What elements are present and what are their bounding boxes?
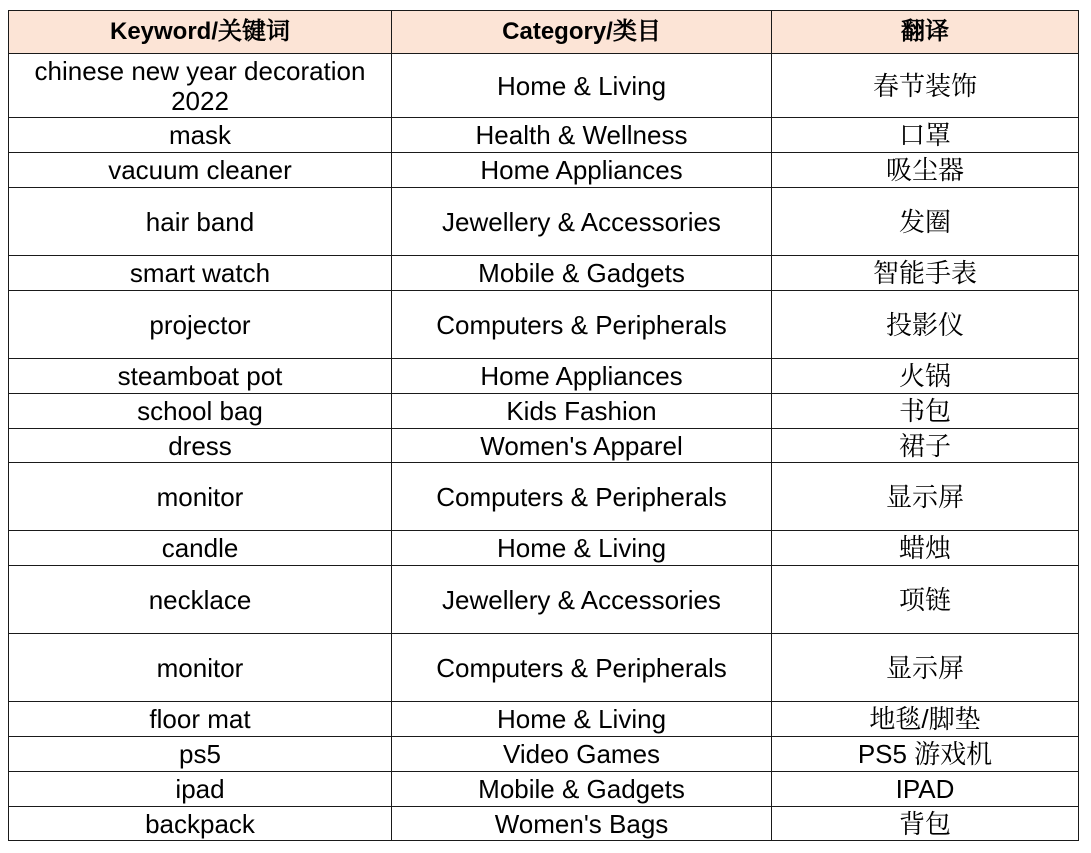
keyword-cell: chinese new year decoration 2022 [9,54,392,118]
table-row [9,118,1079,153]
category-cell: Home & Living [392,702,772,737]
table-header [9,11,1079,54]
keyword-cell: hair band [9,188,392,256]
table-row [9,807,1079,841]
translation-cell: 显示屏 [772,634,1079,702]
keyword-cell: floor mat [9,702,392,737]
keyword-cell: monitor [9,634,392,702]
keyword-table-container [8,10,1078,841]
category-cell: Women's Bags [392,807,772,841]
translation-cell: IPAD [772,772,1079,807]
category-cell: Home & Living [392,531,772,566]
table-row [9,531,1079,566]
table-row [9,702,1079,737]
keyword-cell: ps5 [9,737,392,772]
translation-cell: PS5 游戏机 [772,737,1079,772]
keyword-table [8,10,1079,841]
category-cell: Home & Living [392,54,772,118]
table-row [9,772,1079,807]
table-row [9,566,1079,634]
table-row [9,256,1079,291]
keyword-cell: candle [9,531,392,566]
translation-cell: 火锅 [772,359,1079,394]
category-cell: Women's Apparel [392,429,772,463]
translation-cell: 项链 [772,566,1079,634]
table-row [9,359,1079,394]
translation-cell: 投影仪 [772,291,1079,359]
category-cell: Video Games [392,737,772,772]
translation-cell: 书包 [772,394,1079,429]
translation-cell: 蜡烛 [772,531,1079,566]
header-translation: 翻译 [772,11,1079,54]
keyword-cell: smart watch [9,256,392,291]
keyword-cell: school bag [9,394,392,429]
table-row [9,153,1079,188]
keyword-cell: monitor [9,463,392,531]
translation-cell: 裙子 [772,429,1079,463]
category-cell: Mobile & Gadgets [392,256,772,291]
category-cell: Home Appliances [392,153,772,188]
category-cell: Computers & Peripherals [392,463,772,531]
category-cell: Health & Wellness [392,118,772,153]
table-row [9,394,1079,429]
translation-cell: 发圈 [772,188,1079,256]
translation-cell: 智能手表 [772,256,1079,291]
keyword-cell: projector [9,291,392,359]
keyword-cell: dress [9,429,392,463]
keyword-cell: backpack [9,807,392,841]
table-row [9,463,1079,531]
category-cell: Jewellery & Accessories [392,188,772,256]
keyword-cell: mask [9,118,392,153]
table-row [9,291,1079,359]
table-body [9,54,1079,841]
translation-cell: 春节装饰 [772,54,1079,118]
category-cell: Kids Fashion [392,394,772,429]
table-row [9,429,1079,463]
translation-cell: 显示屏 [772,463,1079,531]
category-cell: Mobile & Gadgets [392,772,772,807]
category-cell: Computers & Peripherals [392,634,772,702]
header-category: Category/类目 [392,11,772,54]
keyword-cell: ipad [9,772,392,807]
header-row [9,11,1079,54]
category-cell: Computers & Peripherals [392,291,772,359]
category-cell: Home Appliances [392,359,772,394]
keyword-cell: steamboat pot [9,359,392,394]
table-row [9,634,1079,702]
keyword-cell: vacuum cleaner [9,153,392,188]
translation-cell: 背包 [772,807,1079,841]
table-row [9,737,1079,772]
translation-cell: 口罩 [772,118,1079,153]
translation-cell: 地毯/脚垫 [772,702,1079,737]
category-cell: Jewellery & Accessories [392,566,772,634]
header-keyword: Keyword/关键词 [9,11,392,54]
table-row [9,188,1079,256]
translation-cell: 吸尘器 [772,153,1079,188]
keyword-cell: necklace [9,566,392,634]
table-row [9,54,1079,118]
